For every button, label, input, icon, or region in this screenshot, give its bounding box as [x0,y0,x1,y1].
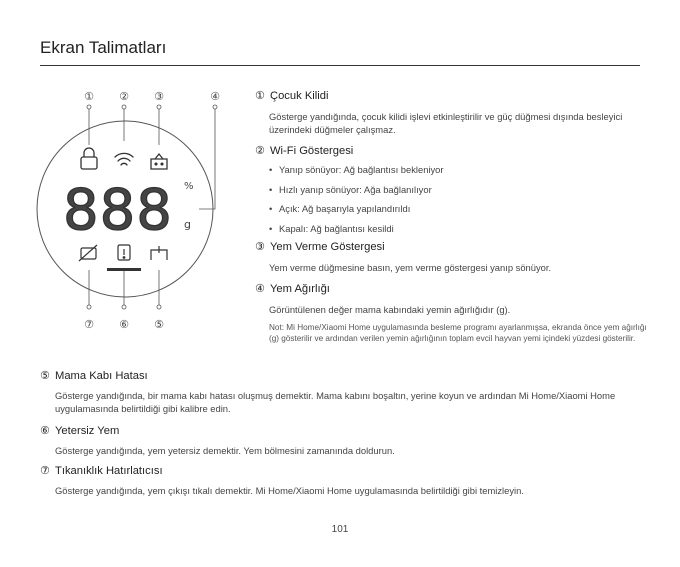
wifi-bullet: • Açık: Ağ başarıyla yapılandırıldı [269,203,411,214]
lock-icon [81,148,97,169]
section-4 [255,281,655,344]
section-5-num: ⑤ [40,369,50,382]
section-6 [40,423,650,457]
weight-digits: 888 [63,178,173,243]
feeding-icon [151,154,167,169]
wifi-icon [115,153,133,165]
page-title: Ekran Talimatları [40,38,167,57]
section-3 [255,239,655,274]
section-5-text: Gösterge yandığında, bir mama kabı hatası oluşmuş demektir. Mama kabını boşaltın, yerine koyun ve ardından Mi Home/Xiaomi Home uygulamasında belirtildiği gibi kalibre edin. [55,390,616,414]
low-food-icon [118,245,130,260]
section-7-num: ⑦ [40,464,50,477]
callout-6: ⑥ [119,318,129,331]
section-2-num: ② [255,144,265,157]
callout-2: ② [119,90,129,103]
section-4-text: Görüntülenen değer mama kabındaki yemin ağırlığıdır (g). [269,304,511,315]
section-4-note: Not: Mi Home/Xiaomi Home uygulamasında besleme programı ayarlanmışsa, ekranda önce yem ağırlığı (g) gösterilir ve ardından verilen yemin ağırlığının toplam evcil hayvan yemi içindeki yüzdesi gösterilir. [269,323,647,343]
section-1 [255,88,655,136]
title-rule [40,65,640,66]
section-1-text: Gösterge yandığında, çocuk kilidi işlevi etkinleştirilir ve güç düğmesi dışında besleyici üzerindeki düğmeler çalışmaz. [269,111,623,135]
callout-3: ③ [154,90,164,103]
callout-4: ④ [210,90,220,103]
wifi-bullet: • Kapalı: Ağ bağlantısı kesildi [269,222,394,234]
section-3-text: Yem verme düğmesine basın, yem verme göstergesi yanıp sönüyor. [269,262,552,273]
section-7 [40,463,650,497]
section-4-heading: Yem Ağırlığı [270,283,330,295]
section-1-num: ① [255,89,265,102]
section-4-num: ④ [255,282,265,295]
section-5-heading: Mama Kabı Hatası [55,370,148,382]
section-3-num: ③ [255,240,265,253]
clog-icon [79,245,97,261]
page-number: 101 [331,524,349,535]
callout-5: ⑤ [154,318,164,331]
bowl-error-icon [151,246,167,260]
gram-unit: g [184,218,191,231]
section-7-heading: Tıkanıklık Hatırlatıcısı [55,465,163,477]
section-1-heading: Çocuk Kilidi [270,90,329,102]
section-3-heading: Yem Verme Göstergesi [270,241,385,253]
percent-unit: % [184,181,194,192]
section-6-text: Gösterge yandığında, yem yetersiz demektir. Yem bölmesini zamanında doldurun. [55,445,395,456]
section-5 [40,368,650,415]
section-6-num: ⑥ [40,424,50,437]
callout-1: ① [84,90,94,103]
wifi-bullet: • Hızlı yanıp sönüyor: Ağa bağlanılıyor [269,183,432,195]
right-column [255,88,655,344]
section-6-heading: Yetersiz Yem [55,425,120,437]
wifi-bullet: • Yanıp sönüyor: Ağ bağlantısı bekleniyor [269,164,444,175]
section-7-text: Gösterge yandığında, yem çıkışı tıkalı demektir. Mi Home/Xiaomi Home uygulamasında belirtildiği gibi temizleyin. [55,485,524,496]
section-2 [255,143,655,238]
low-food-bar [107,268,141,271]
display-diagram [35,85,240,340]
section-2-heading: Wi-Fi Göstergesi [270,145,354,157]
callout-7: ⑦ [84,318,94,331]
